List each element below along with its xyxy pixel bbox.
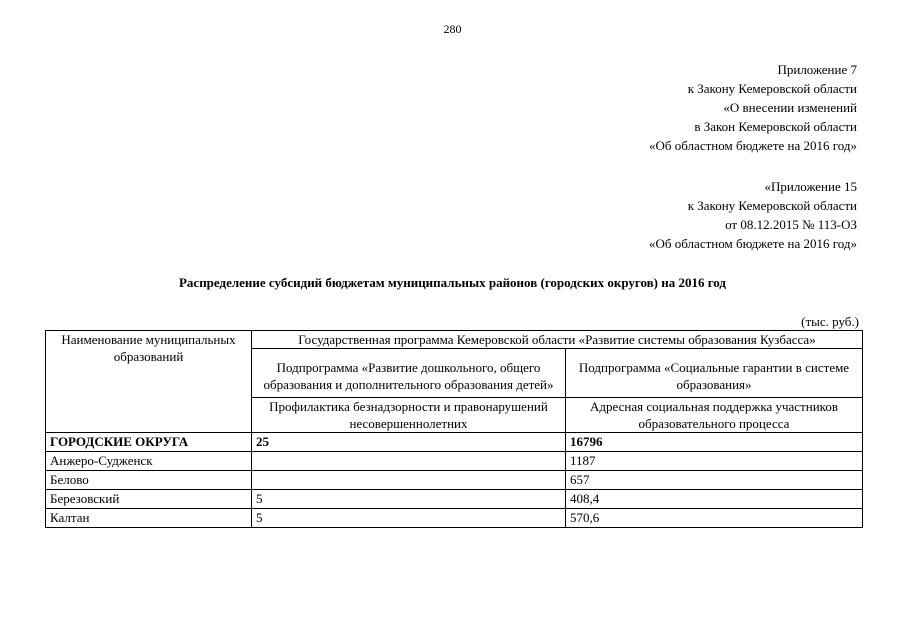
appendix-15-line: «Об областном бюджете на 2016 год» [649,236,857,251]
appendix-15-line: к Закону Кемеровской области [687,198,857,213]
row-name: Белово [46,471,252,490]
units-label: (тыс. руб.) [801,314,859,329]
appendix-15-line: «Приложение 15 [764,179,857,194]
header-activity-1: Профилактика безнадзорности и правонарушений несовершеннолетних [252,398,566,433]
row-name: Калтан [46,509,252,528]
row-value-prevention: 25 [252,433,566,452]
document-title: Распределение субсидий бюджетам муниципальных районов (городских округов) на 2016 год [178,275,727,290]
appendix-7-line: «О внесении изменений [723,100,857,115]
table-row [46,452,863,471]
row-value-social-support: 657 [566,471,863,490]
row-value-social-support: 408,4 [566,490,863,509]
row-name: ГОРОДСКИЕ ОКРУГА [46,433,252,452]
table-row [46,433,863,452]
header-municipality: Наименование муниципальных образований [46,331,252,433]
table-row [46,490,863,509]
row-value-prevention [252,452,566,471]
table-row [46,509,863,528]
appendix-15-header [649,177,857,253]
page-number: 280 [443,22,462,36]
appendix-7-line: в Закон Кемеровской области [694,119,857,134]
appendix-15-line: от 08.12.2015 № 113-ОЗ [725,217,857,232]
header-subprogram-2: Подпрограмма «Социальные гарантии в системе образования» [566,349,863,398]
row-value-prevention [252,471,566,490]
appendix-7-line: к Закону Кемеровской области [687,81,857,96]
appendix-7-line: «Об областном бюджете на 2016 год» [649,138,857,153]
row-name: Анжеро-Судженск [46,452,252,471]
appendix-7-line: Приложение 7 [777,62,857,77]
table-row [46,471,863,490]
table-header-row [46,331,863,349]
appendix-7-header [649,60,857,155]
header-subprogram-1: Подпрограмма «Развитие дошкольного, общего образования и дополнительного образования детей» [252,349,566,398]
header-program: Государственная программа Кемеровской области «Развитие системы образования Кузбасса» [252,331,863,349]
row-value-social-support: 16796 [566,433,863,452]
row-value-social-support: 1187 [566,452,863,471]
row-name: Березовский [46,490,252,509]
header-activity-2: Адресная социальная поддержка участников образовательного процесса [566,398,863,433]
row-value-prevention: 5 [252,490,566,509]
subsidy-table [45,330,863,528]
row-value-prevention: 5 [252,509,566,528]
row-value-social-support: 570,6 [566,509,863,528]
